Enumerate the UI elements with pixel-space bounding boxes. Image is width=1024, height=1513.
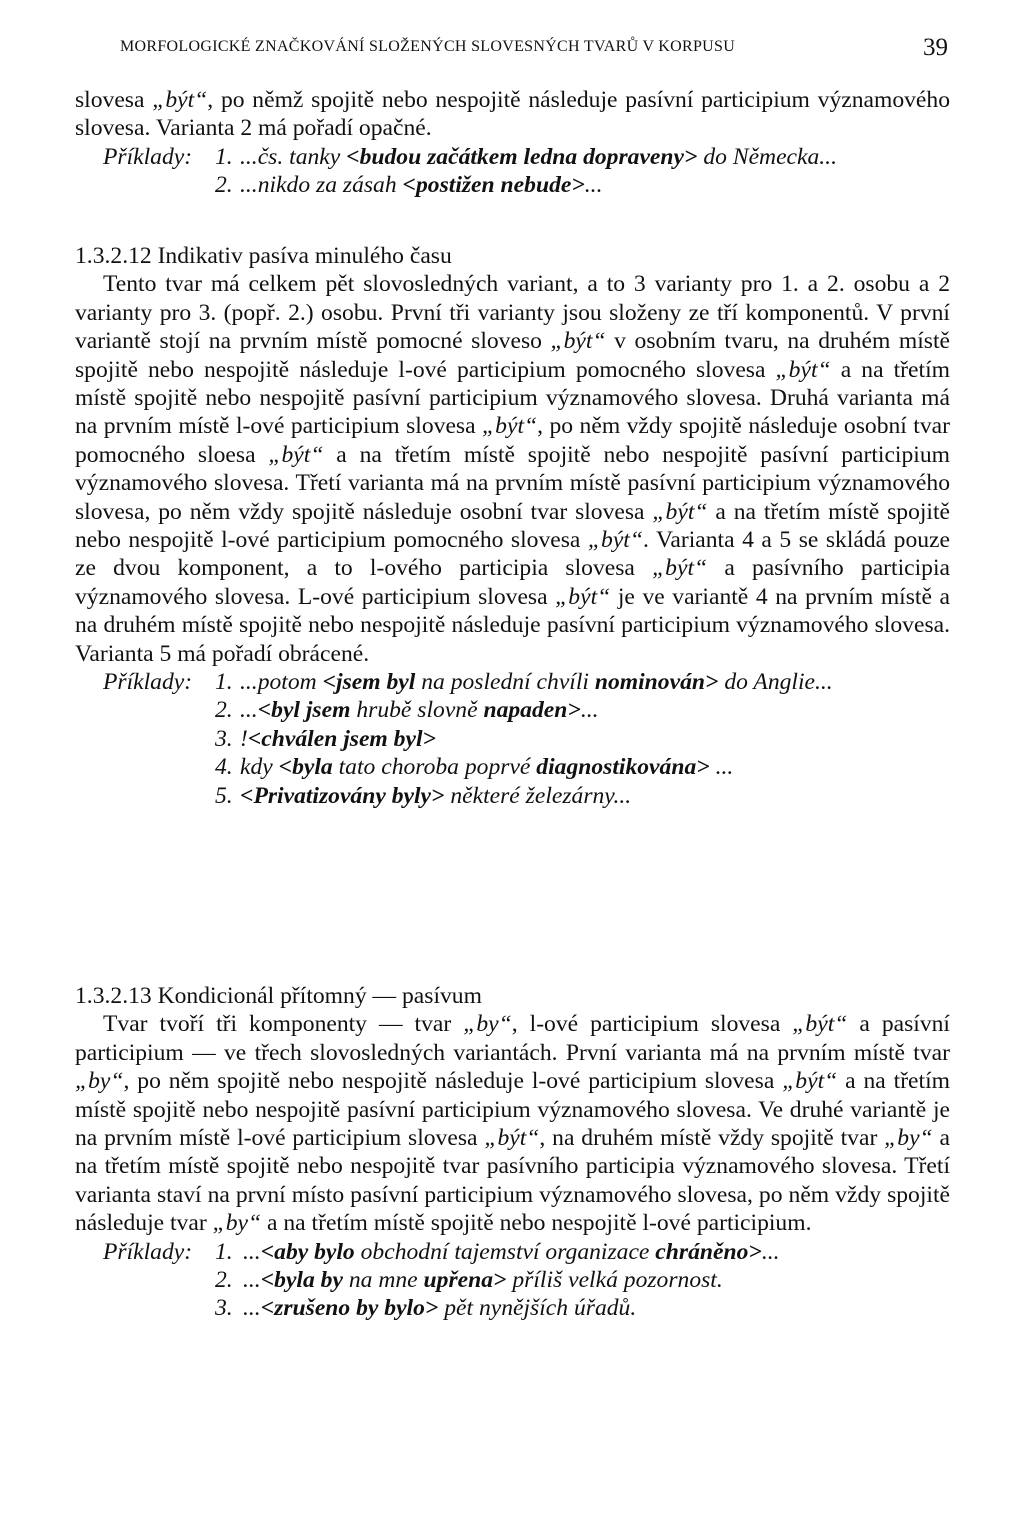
running-header [0,34,1024,64]
example-row: 2. ...<byla by na mne upřena> příliš velká pozornost. [215,1267,723,1294]
section-heading: 1.3.2.12 Indikativ pasíva minulého času [75,243,452,269]
running-title: MORFOLOGICKÉ ZNAČKOVÁNÍ SLOŽENÝCH SLOVESNÝCH TVARŮ V KORPUSU [120,38,736,55]
intro-paragraph: slovesa „být“, po němž spojitě nebo nespojitě následuje pasívní participium významového slovesa. Varianta 2 má pořadí opačné. [75,87,950,142]
example-row: 5. <Privatizovány byly> některé železárny... [215,782,632,809]
examples-label: Příklady: [103,669,193,696]
section-1-3-2-12 [75,242,950,810]
page-number: 39 [923,34,948,61]
examples-label: Příklady: [103,1238,193,1265]
example-row: Příklady: 1. ...čs. tanky <budou začátkem ledna dopraveny> do Německa... [103,143,837,170]
example-row: 3. ...<zrušeno by bylo> pět nynějších úřadů. [215,1295,637,1322]
section-heading: 1.3.2.13 Kondicionál přítomný — pasívum [75,983,482,1009]
example-row: 3. !<chválen jsem byl> [215,725,436,752]
intro-block [75,86,950,200]
example-row: 2. ...nikdo za zásah <postižen nebude>... [215,172,603,199]
section-paragraph: Tento tvar má celkem pět slovosledných variant, a to 3 varianty pro 1. a 2. osobu a 2 varianty pro 3. (popř. 2.) osobu. První tři varianty jsou složeny ze tří komponentů. V první variantě stojí na prvním místě pomocné sloveso „být“ v osobním tvaru, na druhém místě spojitě nebo nespojitě následuje l-ové participium pomocného slovesa „být“ a na třetím místě spojitě nebo nespojitě pasívní participium významového slovesa. Druhá varianta má na prvním místě l-ové participium slovesa „být“, po něm vždy spojitě následuje osobní tvar pomocného sloesa „být“ a na třetím místě spojitě nebo nespojitě pasívní participium významového slovesa. Třetí varianta má na prvním místě pasívní participium významového slovesa, po něm vždy spojitě následuje osobní tvar slovesa „být“ a na třetím místě spojitě nebo nespojitě l-ové participium pomocného slovesa „být“. Varianta 4 a 5 se skládá pouze ze dvou komponent, a to l-ového participia slovesa „být“ a pasívního participia významového slovesa. L-ové participium slovesa „být“ je ve variantě 4 na prvním místě a na druhém místě spojitě nebo nespojitě následuje pasívní participium významového slovesa. Varianta 5 má pořadí obrácené. [75,271,951,667]
section-paragraph: Tvar tvoří tři komponenty — tvar „by“, l-ové participium slovesa „být“ a pasívní participium — ve třech slovosledných variantách. První varianta má na prvním místě tvar „by“, po něm spojitě nebo nespojitě následuje l-ové participium slovesa „být“ a na třetím místě spojitě nebo nespojitě pasívní participium významového slovesa. Ve druhé variantě je na prvním místě l-ové participium slovesa „být“, na druhém místě vždy spojitě tvar „by“ a na třetím místě spojitě nebo nespojitě tvar pasívního participia významového slovesa. Třetí varianta staví na první místo pasívní participium významového slovesa, po něm vždy spojitě následuje tvar „by“ a na třetím místě spojitě nebo nespojitě l-ové participium. [75,1011,950,1237]
section-1-3-2-13 [75,982,950,1323]
example-row: 2. ...<byl jsem hrubě slovně napaden>... [215,697,599,724]
example-row: Příklady: 1. ...potom <jsem byl na poslední chvíli nominován> do Anglie... [103,669,833,696]
examples-label: Příklady: [103,143,193,170]
term-byt: „být“ [152,87,208,113]
example-row: 4. kdy <byla tato choroba poprvé diagnostikována> ... [215,754,734,781]
example-row: Příklady: 1. ...<aby bylo obchodní tajemství organizace chráněno>... [103,1238,780,1265]
